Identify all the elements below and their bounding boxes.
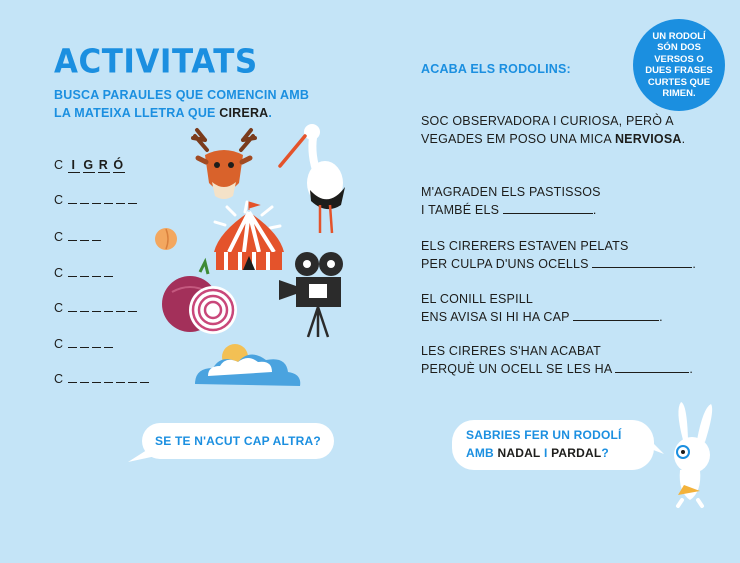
speech-keyword: NADAL bbox=[497, 446, 541, 460]
speech-text: AMB bbox=[466, 446, 498, 460]
poem-text: VEGADES EM POSO UNA MICA bbox=[421, 132, 615, 146]
poem-line: M'AGRADEN ELS PASTISSOS bbox=[421, 185, 601, 199]
word-first-letter: C bbox=[54, 301, 64, 315]
poem-period: . bbox=[692, 257, 697, 271]
example-letter: R bbox=[98, 158, 109, 172]
poem-line: SOC OBSERVADORA I CURIOSA, PERÒ A bbox=[421, 114, 674, 128]
word-first-letter: C bbox=[54, 193, 64, 207]
instruction-period: . bbox=[268, 106, 273, 120]
example-letter: I bbox=[68, 158, 80, 173]
poem-line: ELS CIRERERS ESTAVEN PELATS bbox=[421, 239, 629, 253]
badge-text: UN RODOLÍ SÓN DOS VERSOS O DUES FRASES CURTES QUE RIMEN. bbox=[645, 30, 713, 99]
word-first-letter: C bbox=[54, 266, 64, 280]
poem-period: . bbox=[681, 132, 686, 146]
example-first-letter: C bbox=[54, 158, 64, 172]
word-first-letter: C bbox=[54, 230, 64, 244]
poem-text: I TAMBÉ ELS bbox=[421, 203, 500, 217]
word-first-letter: C bbox=[54, 372, 64, 386]
poem-period: . bbox=[659, 310, 663, 324]
example-letter: G bbox=[83, 158, 94, 172]
poem-line: EL CONILL ESPILL bbox=[421, 292, 534, 306]
poem-period: . bbox=[689, 362, 694, 376]
word-first-letter: C bbox=[54, 337, 64, 351]
speech-text: ? bbox=[601, 446, 609, 460]
poem-period: . bbox=[592, 203, 597, 217]
poem-text: ENS AVISA SI HI HA CAP bbox=[421, 310, 570, 324]
instruction-line-1: BUSCA PARAULES QUE COMENCIN AMB bbox=[54, 88, 310, 102]
poem-text: PER CULPA D'UNS OCELLS bbox=[421, 257, 589, 271]
poem-line: LES CIRERES S'HAN ACABAT bbox=[421, 344, 601, 358]
bunny-icon bbox=[674, 402, 712, 506]
page-title: ACTIVITATS bbox=[54, 43, 258, 81]
speech-line: SABRIES FER UN RODOLÍ bbox=[466, 428, 622, 442]
instruction-text: LA MATEIXA LLETRA QUE bbox=[54, 106, 220, 120]
speech-text: SE TE N'ACUT CAP ALTRA? bbox=[155, 434, 321, 448]
example-letter: Ó bbox=[113, 158, 124, 172]
section-heading: ACABA ELS RODOLINS: bbox=[421, 62, 571, 76]
speech-keyword: PARDAL bbox=[551, 446, 602, 460]
poem-text: PERQUÈ UN OCELL SE LES HA bbox=[421, 362, 612, 376]
speech-text: I bbox=[540, 446, 552, 460]
poem-keyword: NERVIOSA bbox=[614, 132, 682, 146]
instruction-keyword: CIRERA bbox=[219, 106, 269, 120]
